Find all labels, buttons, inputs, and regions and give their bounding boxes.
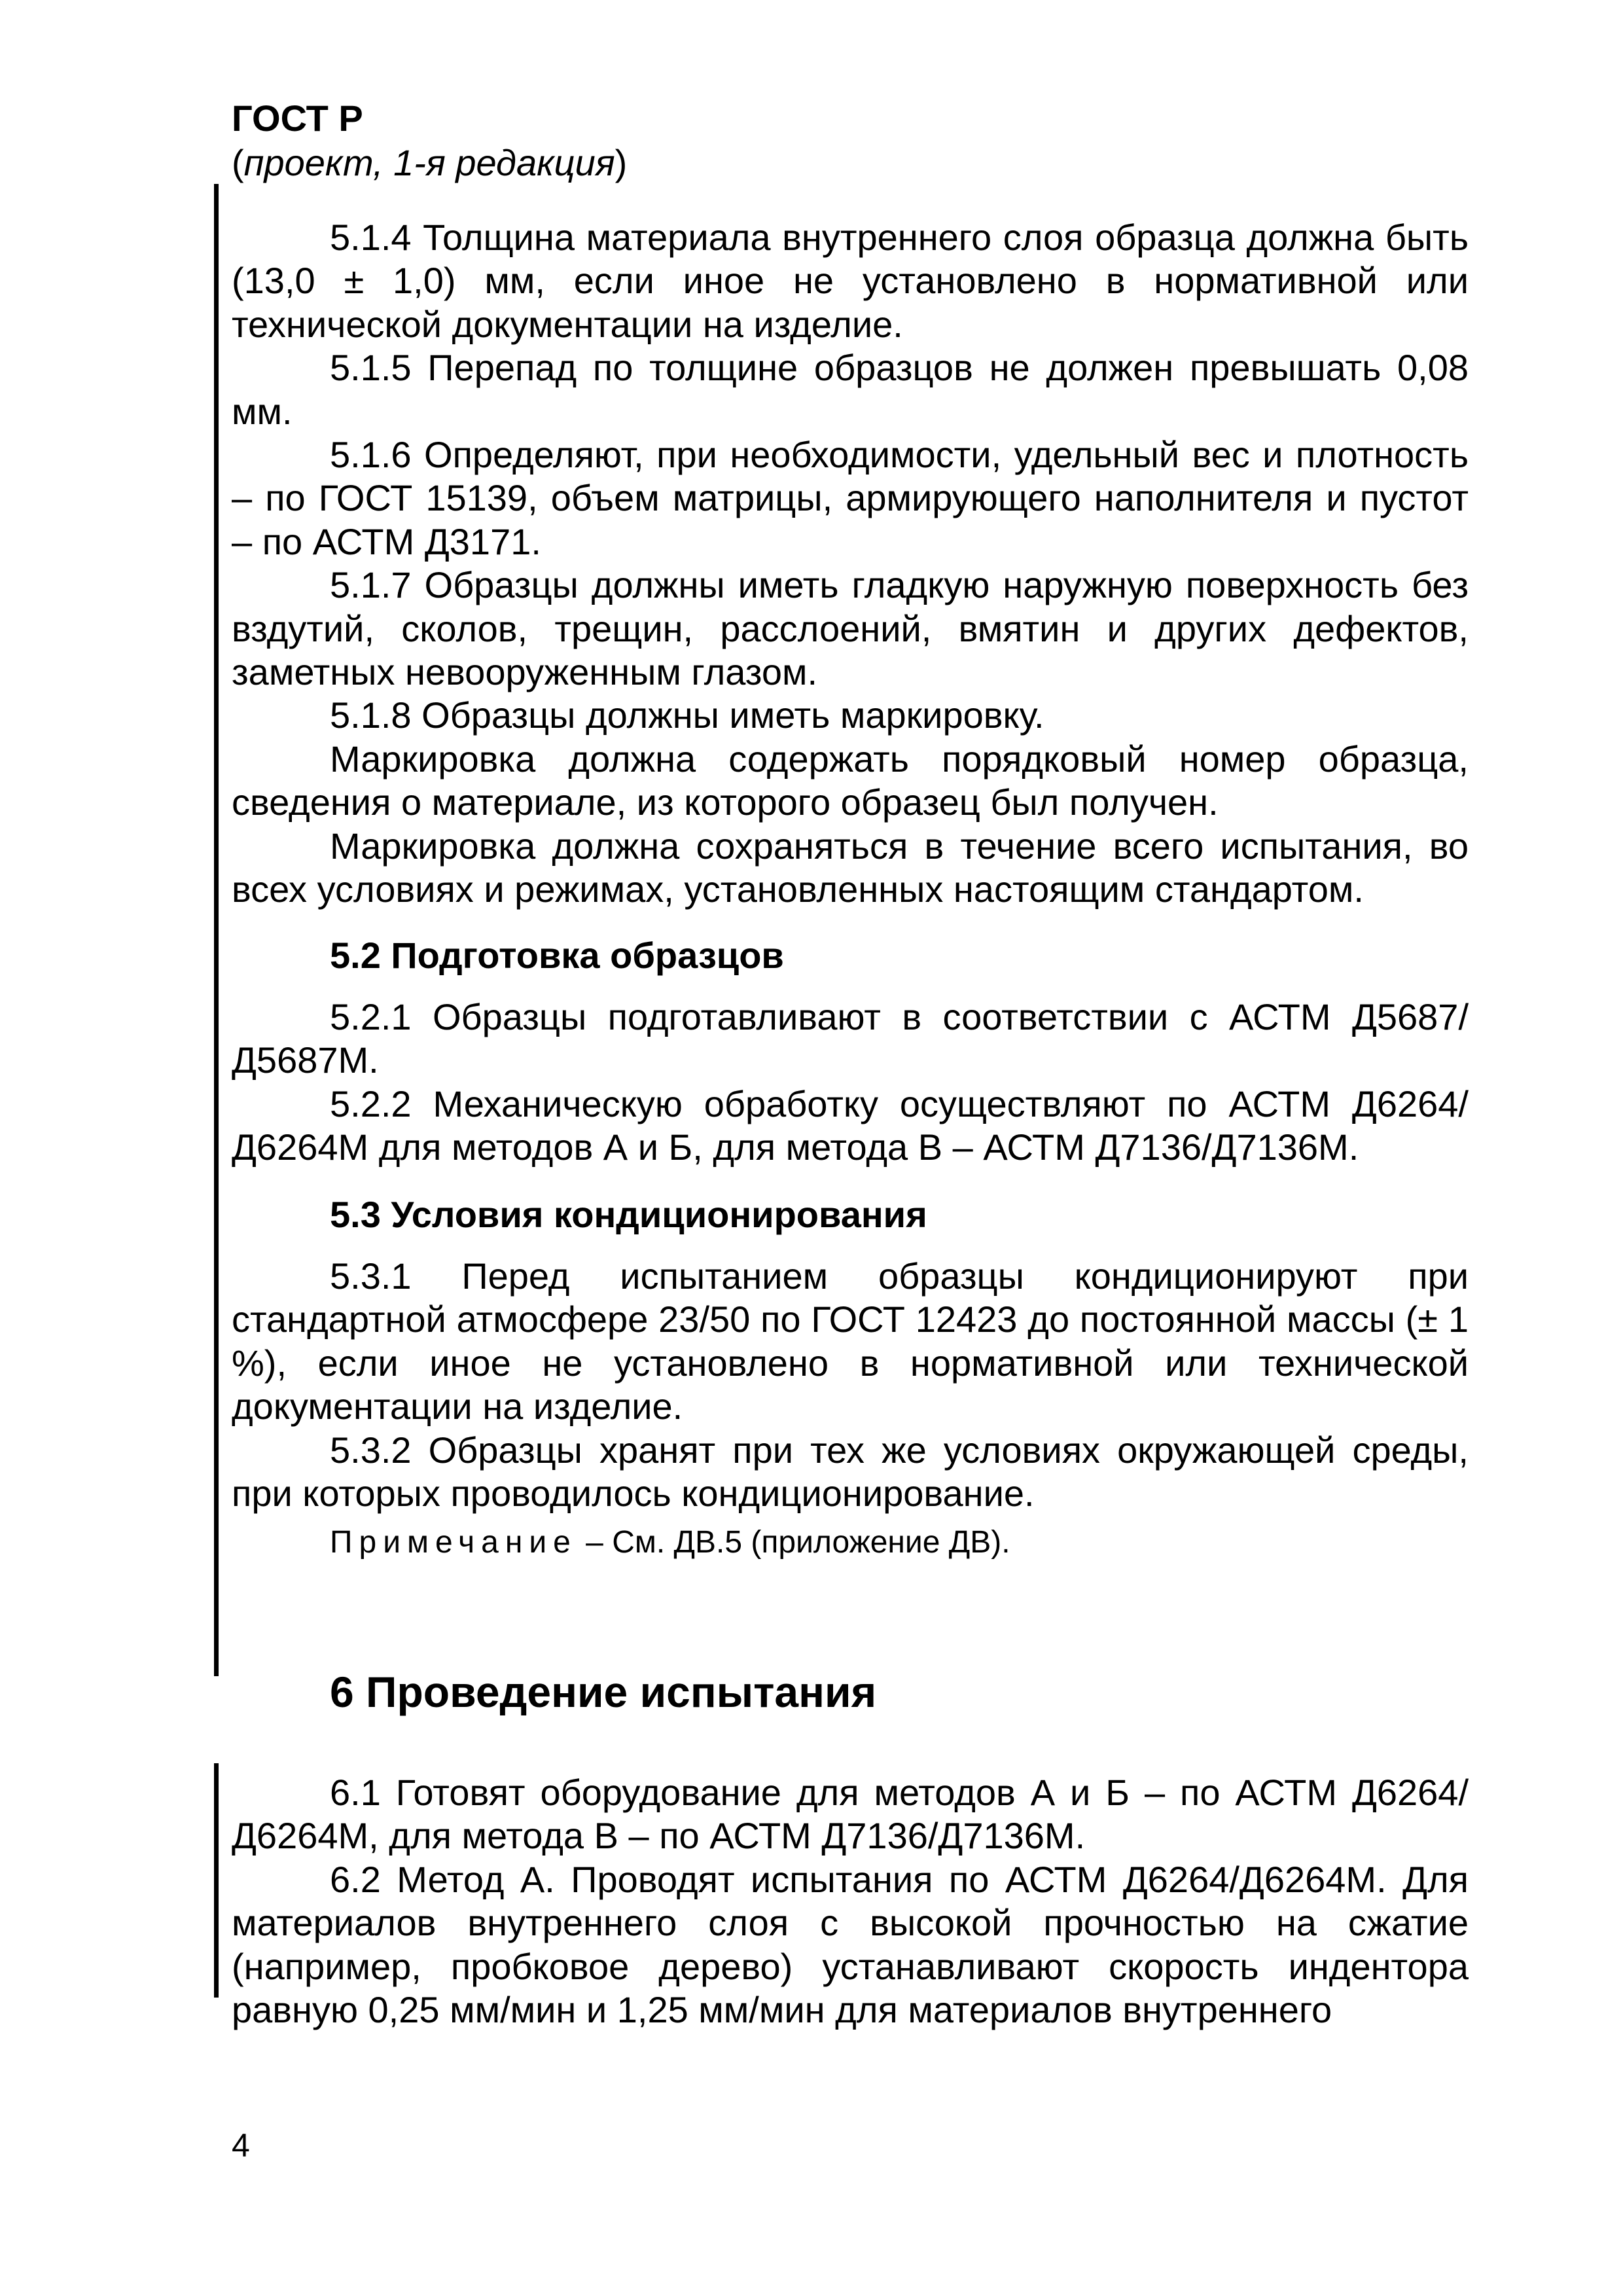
clause-5-1-6: 5.1.6 Определяют, при необходимости, удельный вес и плотность – по ГОСТ 15139, объем матрицы, армирующего наполнителя и пустот – по АСТМ Д3171. [232, 434, 1469, 562]
draft-edition-text: проект, 1-я редакция [243, 142, 615, 183]
note-text: – См. ДВ.5 (приложение ДВ). [577, 1525, 1010, 1560]
draft-edition-note [232, 141, 627, 185]
paren-close: ) [615, 142, 628, 183]
clause-5-1-8: 5.1.8 Образцы должны иметь маркировку. [330, 694, 1044, 736]
clause-5-3-1: 5.3.1 Перед испытанием образцы кондиционируют при стандартной атмосфере 23/50 по ГОСТ 12423 до постоянной массы (± 1 %), если иное не установлено в нормативной или технической документации на изделие. [232, 1255, 1469, 1427]
note-line [232, 1523, 1469, 1562]
change-bar-bottom [214, 1763, 219, 1998]
marking-content-paragraph: Маркировка должна содержать порядковый номер образца, сведения о материале, из которого образец был получен. [232, 738, 1469, 823]
paren-open: ( [232, 142, 244, 183]
clause-6-1: 6.1 Готовят оборудование для методов А и Б – по АСТМ Д6264/Д6264М, для метода В – по АСТМ Д7136/Д7136М. [232, 1772, 1469, 1857]
marking-retention-paragraph: Маркировка должна сохраняться в течение всего испытания, во всех условиях и режимах, установленных настоящим стандартом. [232, 825, 1469, 910]
page-number: 4 [232, 2127, 250, 2164]
heading-5-2: 5.2 Подготовка образцов [330, 934, 784, 976]
note-label: Примечание [330, 1525, 577, 1560]
clause-5-2-2: 5.2.2 Механическую обработку осуществляют по АСТМ Д6264/Д6264М для методов А и Б, для метода В – АСТМ Д7136/Д7136М. [232, 1083, 1469, 1168]
clause-5-2-1: 5.2.1 Образцы подготавливают в соответствии с АСТМ Д5687/Д5687М. [232, 996, 1469, 1081]
clause-5-text [232, 216, 1469, 1562]
heading-5-3: 5.3 Условия кондиционирования [330, 1193, 927, 1235]
clause-5-1-7: 5.1.7 Образцы должны иметь гладкую наружную поверхность без вздутий, сколов, трещин, расслоений, вмятин и других дефектов, заметных невооруженным глазом. [232, 564, 1469, 693]
clause-6-2: 6.2 Метод А. Проводят испытания по АСТМ Д6264/Д6264М. Для материалов внутреннего слоя с высокой прочностью на сжатие (например, пробковое дерево) устанавливают скорость индентора равную 0,25 мм/мин и 1,25 мм/мин для материалов внутреннего [232, 1858, 1469, 2031]
clause-5-1-5: 5.1.5 Перепад по толщине образцов не должен превышать 0,08 мм. [232, 347, 1469, 432]
clause-5-1-4: 5.1.4 Толщина материала внутреннего слоя образца должна быть (13,0 ± 1,0) мм, если иное не установлено в нормативной или технической документации на изделие. [232, 217, 1469, 345]
section-6-title: 6 Проведение испытания [330, 1668, 877, 1716]
change-bar-top [214, 184, 219, 1676]
clause-6-text [232, 1771, 1469, 2032]
clause-5-3-2: 5.3.2 Образцы хранят при тех же условиях окружающей среды, при которых проводилось кондиционирование. [232, 1429, 1469, 1514]
standard-title: ГОСТ Р [232, 98, 363, 139]
